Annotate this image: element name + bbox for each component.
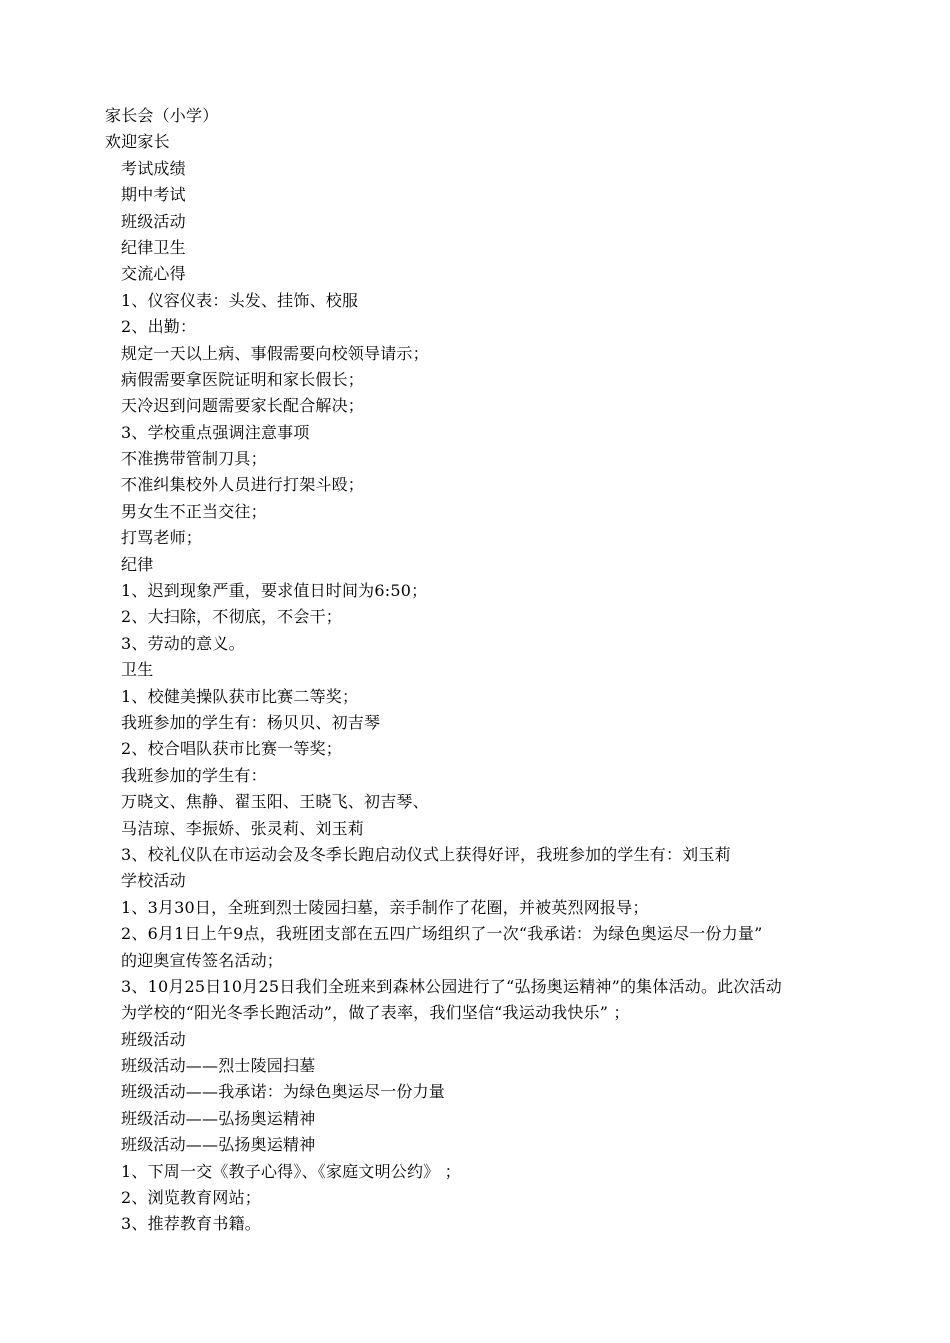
text-line: 班级活动——弘扬奥运精神	[121, 1135, 316, 1155]
text-line: 考试成绩	[121, 158, 186, 178]
text-line: 班级活动——烈士陵园扫墓	[121, 1056, 316, 1076]
document-body	[105, 103, 865, 1238]
text-line: 班级活动——我承诺：为绿色奥运尽一份力量	[121, 1082, 446, 1102]
text-line: 3、学校重点强调注意事项	[121, 422, 310, 442]
text-line: 纪律卫生	[121, 237, 186, 257]
text-line: 欢迎家长	[105, 132, 170, 152]
text-line: 家长会（小学）	[105, 106, 219, 125]
text-line: 交流心得	[121, 264, 186, 284]
text-line: 3、校礼仪队在市运动会及冬季长跑启动仪式上获得好评，我班参加的学生有：刘玉莉	[121, 844, 731, 864]
text-line: 不准携带管制刀具；	[121, 449, 267, 469]
text-line: 3、推荐教育书籍。	[121, 1214, 261, 1234]
text-line: 1、迟到现象严重，要求值日时间为6:50；	[121, 581, 428, 601]
text-line: 学校活动	[121, 871, 186, 891]
text-line: 纪律	[121, 554, 154, 574]
text-line: 天冷迟到问题需要家长配合解决；	[121, 396, 365, 416]
text-line: 3、10月25日10月25日我们全班来到森林公园进行了“弘扬奥运精神”的集体活动。此次活动	[121, 976, 782, 996]
text-line: 我班参加的学生有：杨贝贝、初吉琴	[121, 712, 381, 732]
text-line: 我班参加的学生有：	[121, 765, 267, 785]
text-line: 1、校健美操队获市比赛二等奖；	[121, 686, 359, 706]
text-line: 马洁琼、李振娇、张灵莉、刘玉莉	[121, 818, 365, 838]
text-line: 3、劳动的意义。	[121, 633, 245, 653]
text-line: 2、校合唱队获市比赛一等奖；	[121, 739, 342, 759]
text-line: 2、浏览教育网站；	[121, 1188, 261, 1208]
text-line: 为学校的“阳光冬季长跑活动”，做了表率，我们坚信“我运动我快乐” ；	[121, 1003, 630, 1023]
text-line: 男女生不正当交往；	[121, 501, 267, 521]
text-line: 班级活动	[121, 1029, 186, 1049]
text-line: 班级活动	[121, 211, 186, 231]
text-line: 2、6月1日上午9点，我班团支部在五四广场组织了一次“我承诺：为绿色奥运尽一份力量”	[121, 924, 763, 944]
text-line: 万晓文、焦静、翟玉阳、王晓飞、初吉琴、	[121, 792, 429, 812]
text-line: 期中考试	[121, 185, 186, 205]
text-line: 卫生	[121, 660, 154, 680]
text-line: 2、大扫除，不彻底，不会干；	[121, 607, 342, 627]
text-line: 班级活动——弘扬奥运精神	[121, 1108, 316, 1128]
text-line: 打骂老师；	[121, 528, 203, 548]
text-line: 1、下周一交《教子心得》、《家庭文明公约》 ；	[121, 1161, 461, 1181]
text-line: 1、3月30日，全班到烈士陵园扫墓，亲手制作了花圈，并被英烈网报导；	[121, 897, 649, 917]
text-line: 病假需要拿医院证明和家长假长；	[121, 369, 365, 389]
text-line: 的迎奥宣传签名活动；	[121, 950, 284, 970]
text-line: 规定一天以上病、事假需要向校领导请示；	[121, 343, 429, 363]
text-line: 2、出勤：	[121, 317, 197, 337]
text-line: 1、仪容仪表：头发、挂饰、校服	[121, 290, 359, 310]
text-line: 不准纠集校外人员进行打架斗殴；	[121, 475, 365, 495]
